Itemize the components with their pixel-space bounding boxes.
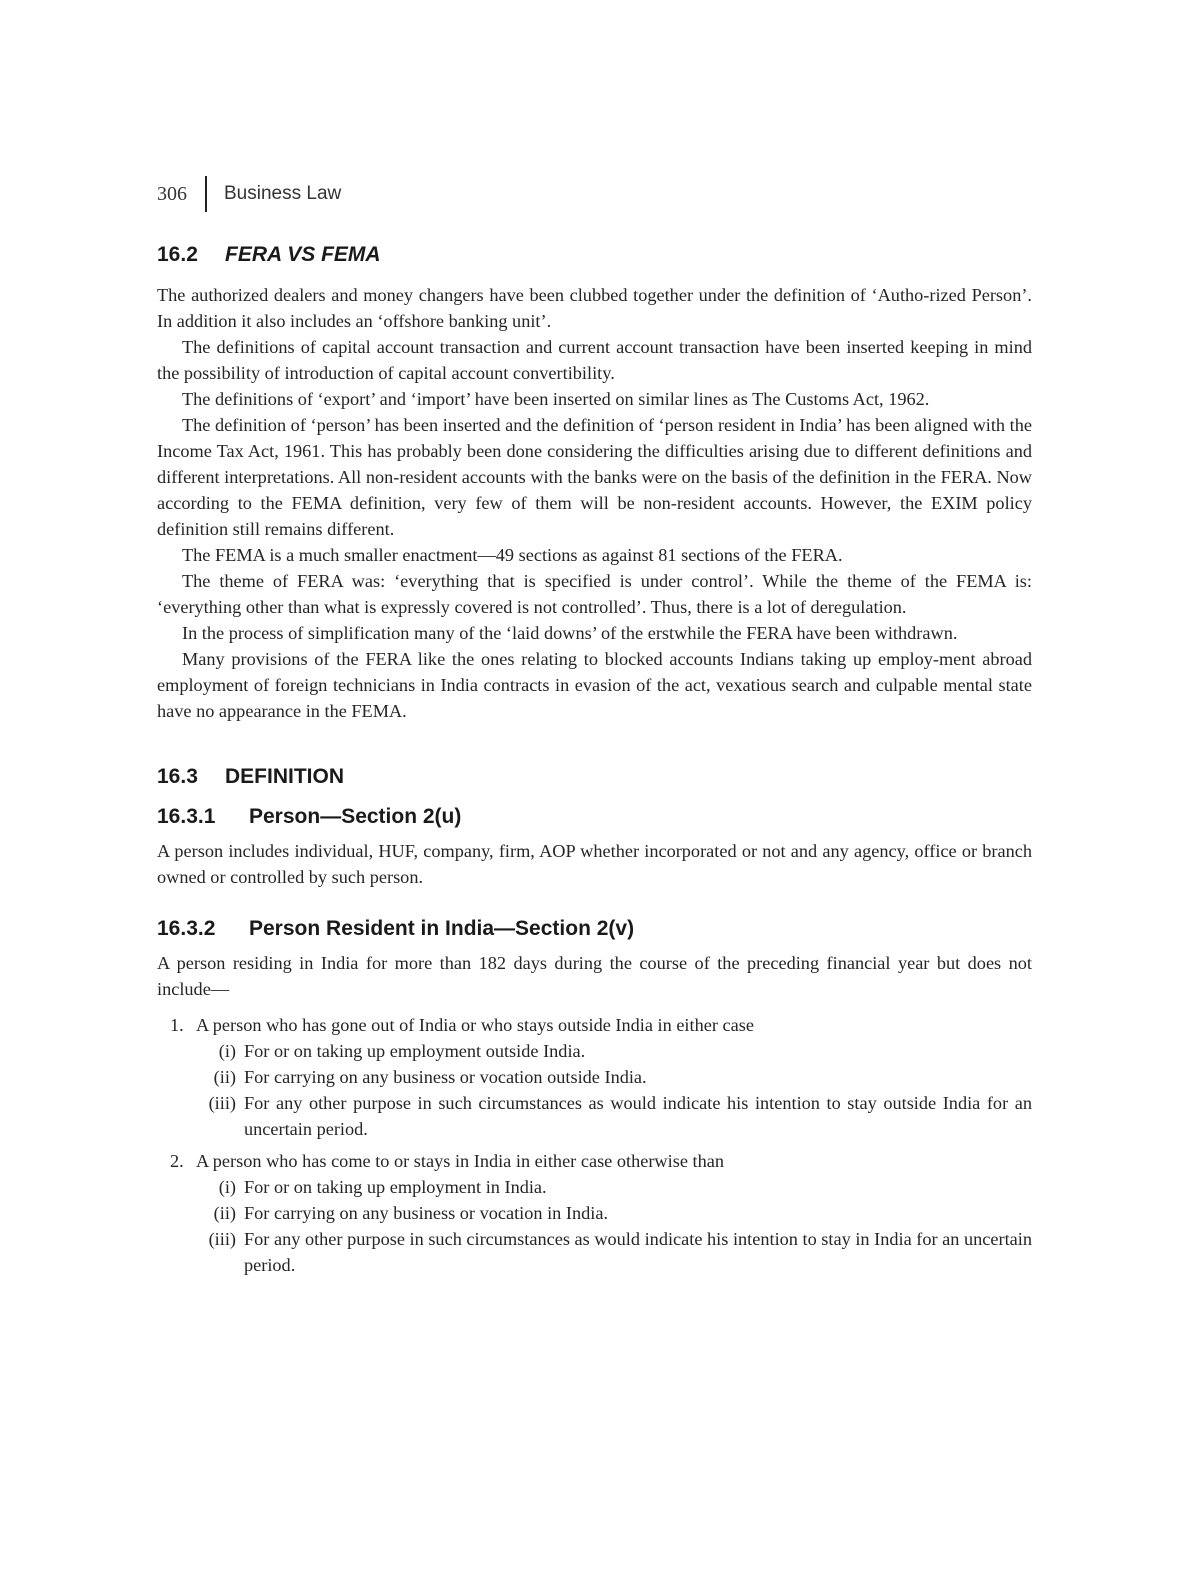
list-item-text: A person who has gone out of India or who stays outside India in either case: [196, 1015, 754, 1035]
sub-list-text: For carrying on any business or vocation outside India.: [244, 1067, 647, 1087]
sub-list-item: [196, 1038, 1032, 1064]
paragraph: The FEMA is a much smaller enactment—49 sections as against 81 sections of the FERA.: [182, 545, 843, 565]
paragraph: The definition of ‘person’ has been inserted and the definition of ‘person resident in India’ has been aligned with the Income Tax Act, 1961. This has probably been done considering the difficulties arising due to different definitions and different interpretations. All non-resident accounts with the banks were on the basis of the definition in the FERA. Now according to the FEMA definition, very few of them will be non-resident accounts. However, the EXIM policy definition still remains different.: [157, 415, 1032, 539]
subsection-title: Person—Section 2(u): [249, 805, 462, 828]
subsection-heading-16-3-1: [157, 802, 1032, 832]
paragraph: The theme of FERA was: ‘everything that is specified is under control’. While the theme of the FEMA is: ‘everything other than what is expressly covered is not controlled’. Thus, there is a lot of deregulation.: [157, 571, 1032, 617]
paragraph: The definitions of ‘export’ and ‘import’ have been inserted on similar lines as The Customs Act, 1962.: [182, 389, 930, 409]
running-header: [157, 176, 341, 212]
subsection-number: 16.3.2: [157, 917, 216, 940]
paragraph: A person residing in India for more than 182 days during the course of the preceding financial year but does not include—: [157, 953, 1032, 999]
sub-list-number: (i): [218, 1177, 236, 1197]
sub-list-item: [196, 1200, 1032, 1226]
sub-list-number: (i): [218, 1041, 236, 1061]
sub-list-number: (ii): [213, 1203, 236, 1223]
list-item: [157, 1012, 1032, 1142]
paragraph: In the process of simplification many of the ‘laid downs’ of the erstwhile the FERA have been withdrawn.: [182, 623, 958, 643]
sub-list-item: [196, 1226, 1032, 1278]
section-title: FERA VS FEMA: [225, 243, 381, 266]
sub-list-number: (iii): [208, 1093, 236, 1113]
sub-list: [196, 1174, 1032, 1278]
book-title: Business Law: [224, 183, 342, 204]
list-number: 1.: [170, 1015, 184, 1035]
subsection-heading-16-3-2: [157, 914, 1032, 944]
page-number: 306: [157, 182, 187, 205]
section-title: DEFINITION: [225, 765, 344, 788]
paragraph: The authorized dealers and money changers have been clubbed together under the definition of ‘Autho-rized Person’. In addition it also includes an ‘offshore banking unit’.: [157, 285, 1032, 331]
paragraph: A person includes individual, HUF, company, firm, AOP whether incorporated or not and any agency, office or branch owned or controlled by such person.: [157, 841, 1032, 887]
subsection-number: 16.3.1: [157, 805, 216, 828]
sub-list-item: [196, 1090, 1032, 1142]
sub-list-text: For carrying on any business or vocation in India.: [244, 1203, 609, 1223]
sub-list-item: [196, 1174, 1032, 1200]
sub-list-text: For any other purpose in such circumstances as would indicate his intention to stay outside India for an uncertain period.: [244, 1093, 1032, 1139]
section-number: 16.3: [157, 765, 198, 788]
section-heading-16-3: [157, 762, 1032, 792]
page-content: [157, 240, 1032, 1278]
sub-list: [196, 1038, 1032, 1142]
header-divider: [205, 176, 207, 212]
sub-list-text: For or on taking up employment in India.: [244, 1177, 547, 1197]
list-number: 2.: [170, 1151, 184, 1171]
exclusion-list: [157, 1012, 1032, 1278]
sub-list-text: For any other purpose in such circumstances as would indicate his intention to stay in India for an uncertain period.: [244, 1229, 1032, 1275]
list-item: [157, 1148, 1032, 1278]
sub-list-text: For or on taking up employment outside India.: [244, 1041, 586, 1061]
sub-list-number: (iii): [208, 1229, 236, 1249]
section-heading-16-2: [157, 240, 1032, 270]
list-item-text: A person who has come to or stays in India in either case otherwise than: [196, 1151, 724, 1171]
paragraph: Many provisions of the FERA like the ones relating to blocked accounts Indians taking up employ-ment abroad employment of foreign technicians in India contracts in evasion of the act, vexatious search and culpable mental state have no appearance in the FEMA.: [157, 649, 1032, 721]
paragraph: The definitions of capital account transaction and current account transaction have been inserted keeping in mind the possibility of introduction of capital account convertibility.: [157, 337, 1032, 383]
subsection-title: Person Resident in India—Section 2(v): [249, 917, 635, 940]
sub-list-item: [196, 1064, 1032, 1090]
section-number: 16.2: [157, 243, 198, 266]
sub-list-number: (ii): [213, 1067, 236, 1087]
